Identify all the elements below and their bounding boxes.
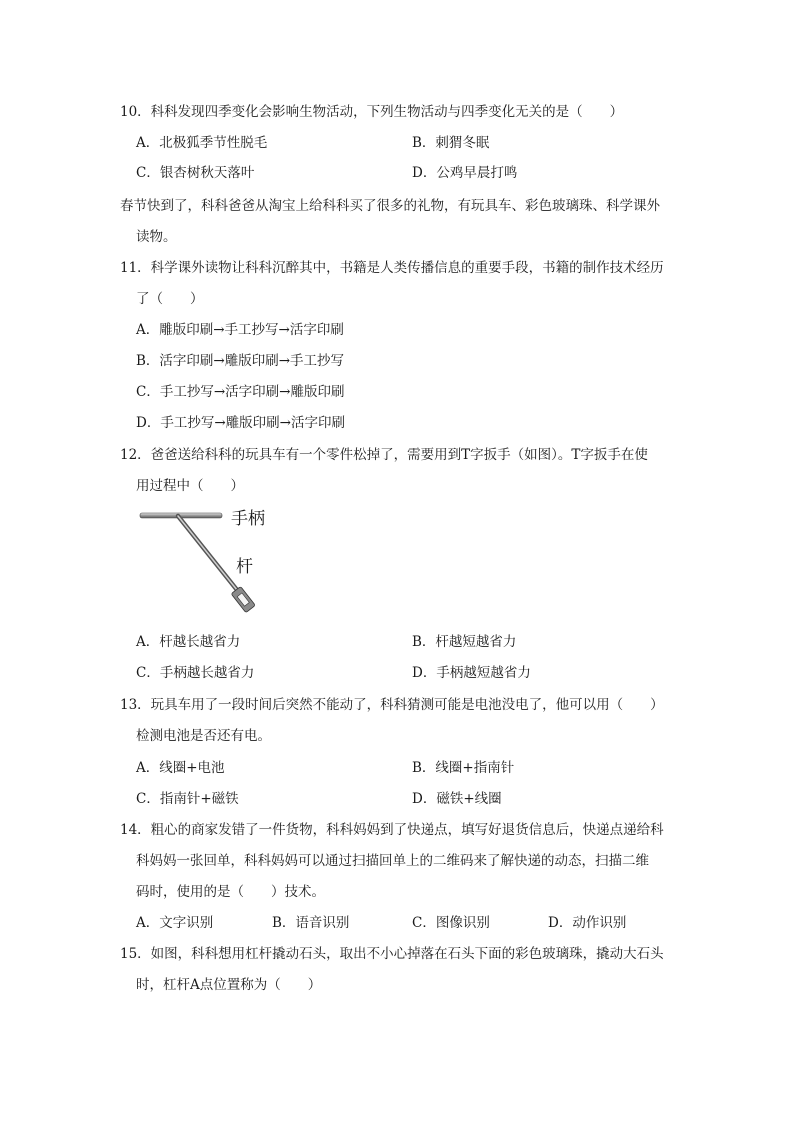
question-13-option-c: C．指南针+磁铁 — [136, 791, 239, 807]
question-10-option-a: A．北极狐季节性脱毛 — [136, 135, 268, 151]
label-rod: 杆 — [236, 557, 253, 577]
question-12-stem-line-2: 用过程中（ ） — [136, 478, 244, 494]
question-11-stem-line-1: 11．科学课外读物让科科沉醉其中，书籍是人类传播信息的重要手段，书籍的制作技术经历 — [120, 260, 664, 276]
question-14-option-d: D．动作识别 — [548, 915, 627, 931]
question-12-option-d: D．手柄越短越省力 — [412, 665, 531, 681]
question-14-option-b: B．语音识别 — [272, 915, 350, 931]
question-14-option-c: C．图像识别 — [412, 915, 490, 931]
question-11-option-a: A．雕版印刷→手工抄写→活字印刷 — [136, 322, 344, 338]
question-11-option-d: D．手工抄写→雕版印刷→活字印刷 — [136, 415, 345, 431]
question-13-option-a: A．线圈+电池 — [136, 760, 225, 776]
question-14-stem-line-3: 码时，使用的是（ ）技术。 — [136, 884, 325, 900]
label-handle: 手柄 — [231, 509, 265, 529]
question-15-stem-line-2: 时，杠杆A点位置称为（ ） — [136, 977, 322, 993]
question-10-option-d: D．公鸡早晨打鸣 — [412, 165, 518, 181]
question-14-option-a: A．文字识别 — [136, 915, 214, 931]
question-13-option-d: D．磁铁+线圈 — [412, 791, 502, 807]
question-10-option-b: B．刺猬冬眠 — [412, 135, 490, 151]
question-10-stem: 10．科科发现四季变化会影响生物活动，下列生物活动与四季变化无关的是（ ） — [120, 104, 624, 120]
question-12-option-c: C．手柄越长越省力 — [136, 665, 255, 681]
question-15-stem-line-1: 15．如图，科科想用杠杆撬动石头，取出不小心掉落在石头下面的彩色玻璃珠，撬动大石头 — [120, 946, 664, 962]
t-wrench-figure — [136, 500, 276, 620]
question-11-option-b: B．活字印刷→雕版印刷→手工抄写 — [136, 353, 345, 369]
passage-line-1: 春节快到了，科科爸爸从淘宝上给科科买了很多的礼物，有玩具车、彩色玻璃珠、科学课外 — [120, 198, 660, 214]
question-11-stem-line-2: 了（ ） — [136, 291, 204, 307]
question-14-stem-line-2: 科妈妈一张回单，科科妈妈可以通过扫描回单上的二维码来了解快递的动态，扫描二维 — [136, 853, 649, 869]
question-12-option-a: A．杆越长越省力 — [136, 634, 241, 650]
passage-line-2: 读物。 — [136, 229, 177, 245]
question-11-option-c: C．手工抄写→活字印刷→雕版印刷 — [136, 384, 345, 400]
question-13-stem-line-2: 检测电池是否还有电。 — [136, 728, 271, 744]
question-14-stem-line-1: 14．粗心的商家发错了一件货物，科科妈妈到了快递点，填写好退货信息后，快递点递给科 — [120, 822, 664, 838]
question-13-option-b: B．线圈+指南针 — [412, 760, 515, 776]
question-12-option-b: B．杆越短越省力 — [412, 634, 517, 650]
question-12-stem-line-1: 12．爸爸送给科科的玩具车有一个零件松掉了，需要用到T字扳手（如图）。T字扳手在使 — [120, 447, 648, 463]
question-13-stem-line-1: 13．玩具车用了一段时间后突然不能动了，科科猜测可能是电池没电了，他可以用（ ） — [120, 697, 664, 713]
question-10-option-c: C．银杏树秋天落叶 — [136, 165, 255, 181]
